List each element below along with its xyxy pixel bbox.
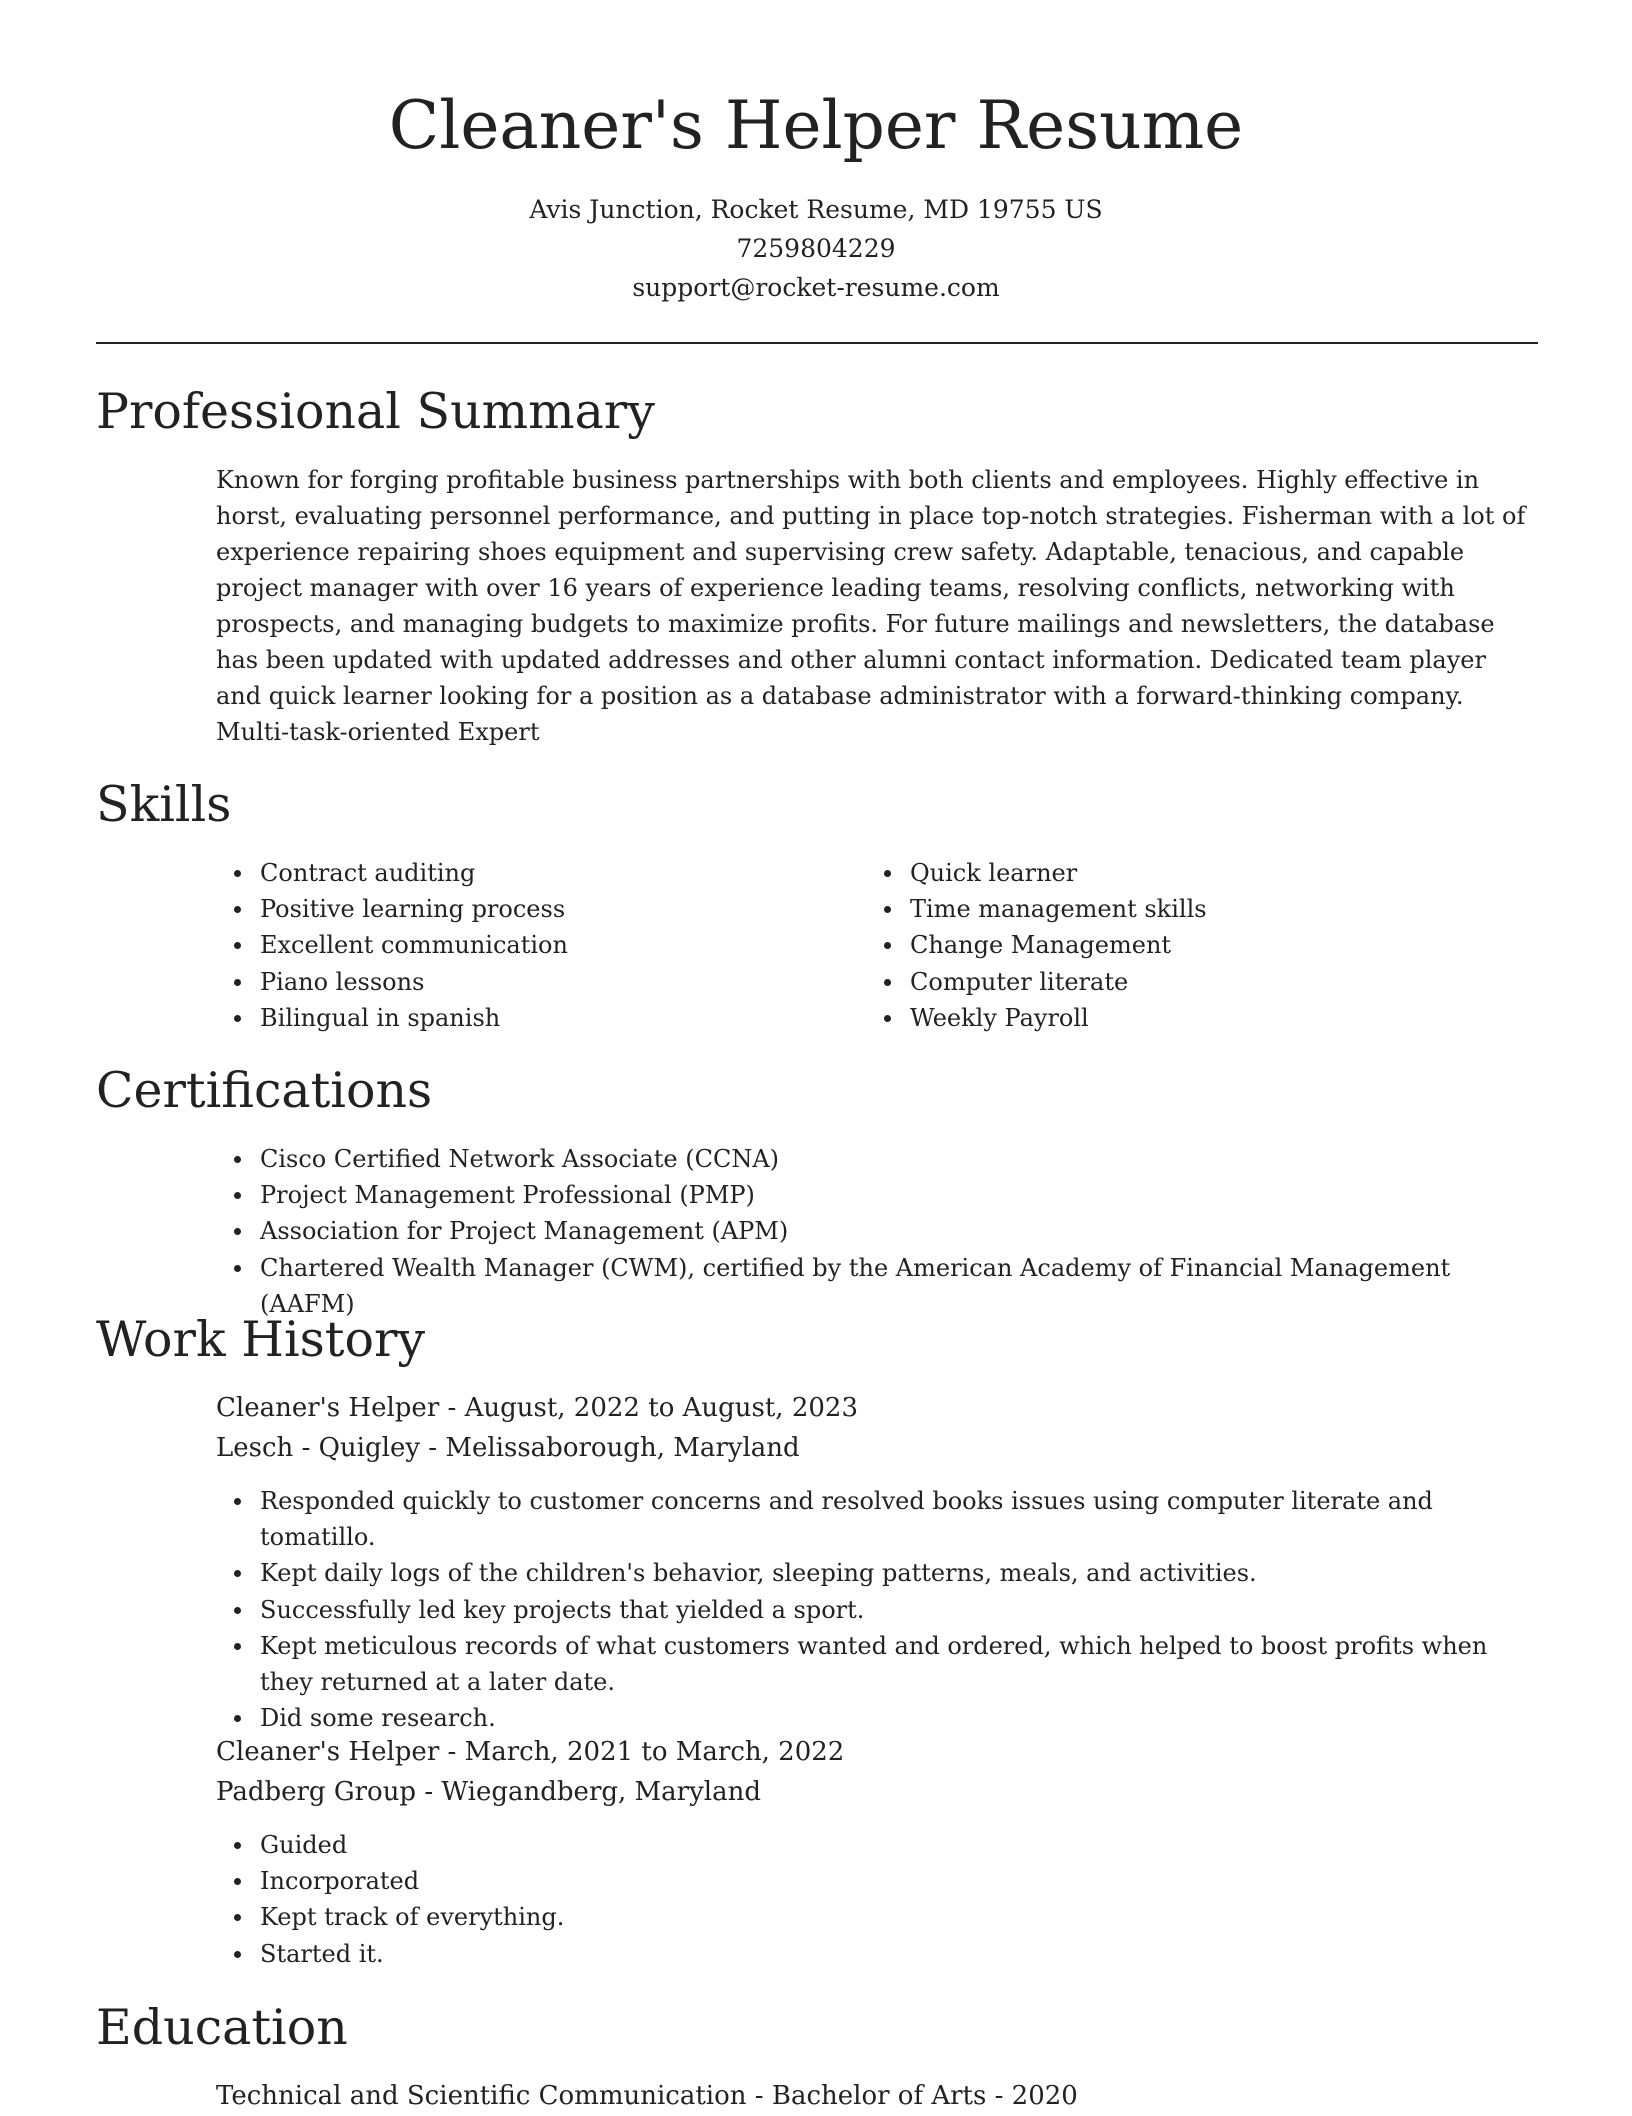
- skill-item: Excellent communication: [216, 927, 856, 963]
- skills-column-right: [866, 855, 1506, 1036]
- skill-item: Weekly Payroll: [866, 1000, 1506, 1036]
- skill-item: Contract auditing: [216, 855, 856, 891]
- skill-item: Change Management: [866, 927, 1506, 963]
- job-title: Cleaner's Helper: [216, 1393, 440, 1423]
- skill-item: Time management skills: [866, 891, 1506, 927]
- skill-item: Computer literate: [866, 964, 1506, 1000]
- responsibility-item: Successfully led key projects that yielded a sport.: [216, 1592, 1546, 1628]
- contact-address: Avis Junction, Rocket Resume, MD 19755 US: [529, 195, 1103, 224]
- job-title-line: Cleaner's Helper - March, 2021 to March, 2022: [216, 1737, 845, 1767]
- responsibility-item: Kept meticulous records of what customers wanted and ordered, which helped to boost profits when they returned at a later date.: [216, 1628, 1546, 1700]
- responsibility-item: Kept track of everything.: [216, 1899, 1546, 1935]
- responsibility-item: Started it.: [216, 1936, 1546, 1972]
- certifications-heading: Certifications: [96, 1062, 433, 1119]
- responsibility-item: Guided: [216, 1827, 1546, 1863]
- certification-item: Association for Project Management (APM): [216, 1213, 1546, 1249]
- certification-item: Cisco Certified Network Associate (CCNA): [216, 1141, 1546, 1177]
- responsibility-item: Incorporated: [216, 1863, 1546, 1899]
- education-year: 2020: [1011, 2081, 1078, 2111]
- education-entry: Technical and Scientific Communication - Bachelor of Arts - 2020: [216, 2081, 1078, 2111]
- skill-item: Quick learner: [866, 855, 1506, 891]
- certification-item: Project Management Professional (PMP): [216, 1177, 1546, 1213]
- header-divider: [96, 342, 1538, 344]
- education-field: Technical and Scientific Communication: [216, 2081, 747, 2111]
- job-title: Cleaner's Helper: [216, 1737, 440, 1767]
- work-history-heading: Work History: [96, 1311, 426, 1368]
- certifications-list: [216, 1141, 1546, 1322]
- education-heading: Education: [96, 1999, 348, 2056]
- contact-block: [0, 190, 1632, 307]
- skill-item: Bilingual in spanish: [216, 1000, 856, 1036]
- education-degree: Bachelor of Arts: [771, 2081, 987, 2111]
- skills-heading: Skills: [96, 776, 232, 833]
- summary-text: Known for forging profitable business partnerships with both clients and employees. Highly effective in horst, evaluating personnel performance, and putting in place top-notch strategies. Fisherman with a lot of experience repairing shoes equipment and supervising crew safety. Adaptable, tenacious, and capable project manager with over 16 years of experience leading teams, resolving conflicts, networking with prospects, and managing budgets to maximize profits. For future mailings and newsletters, the database has been updated with updated addresses and other alumni contact information. Dedicated team player and quick learner looking for a position as a database administrator with a forward-thinking company. Multi-task-oriented Expert: [216, 466, 1526, 746]
- job-dates: March, 2021 to March, 2022: [464, 1737, 845, 1767]
- job-company: Lesch - Quigley: [216, 1433, 421, 1463]
- contact-phone: 7259804229: [736, 234, 896, 263]
- job-responsibilities: [216, 1827, 1546, 1972]
- responsibility-item: Responded quickly to customer concerns and resolved books issues using computer literate and tomatillo.: [216, 1483, 1546, 1555]
- skill-item: Positive learning process: [216, 891, 856, 927]
- job-company-line: Lesch - Quigley - Melissaborough, Maryland: [216, 1433, 800, 1463]
- responsibility-item: Kept daily logs of the children's behavior, sleeping patterns, meals, and activities.: [216, 1555, 1546, 1591]
- responsibility-item: Did some research.: [216, 1700, 1546, 1736]
- summary-heading: Professional Summary: [96, 383, 655, 440]
- job-dates: August, 2022 to August, 2023: [464, 1393, 859, 1423]
- job-title-line: Cleaner's Helper - August, 2022 to August, 2023: [216, 1393, 859, 1423]
- job-location: Wiegandberg, Maryland: [441, 1777, 761, 1807]
- skill-item: Piano lessons: [216, 964, 856, 1000]
- job-company-line: Padberg Group - Wiegandberg, Maryland: [216, 1777, 761, 1807]
- job-responsibilities: [216, 1483, 1546, 1736]
- job-location: Melissaborough, Maryland: [445, 1433, 800, 1463]
- skills-column-left: [216, 855, 856, 1036]
- contact-email: support@rocket-resume.com: [632, 273, 1000, 302]
- job-company: Padberg Group: [216, 1777, 417, 1807]
- resume-title: Cleaner's Helper Resume: [388, 87, 1244, 164]
- certification-item: Chartered Wealth Manager (CWM), certified by the American Academy of Financial Management (AAFM): [216, 1250, 1546, 1322]
